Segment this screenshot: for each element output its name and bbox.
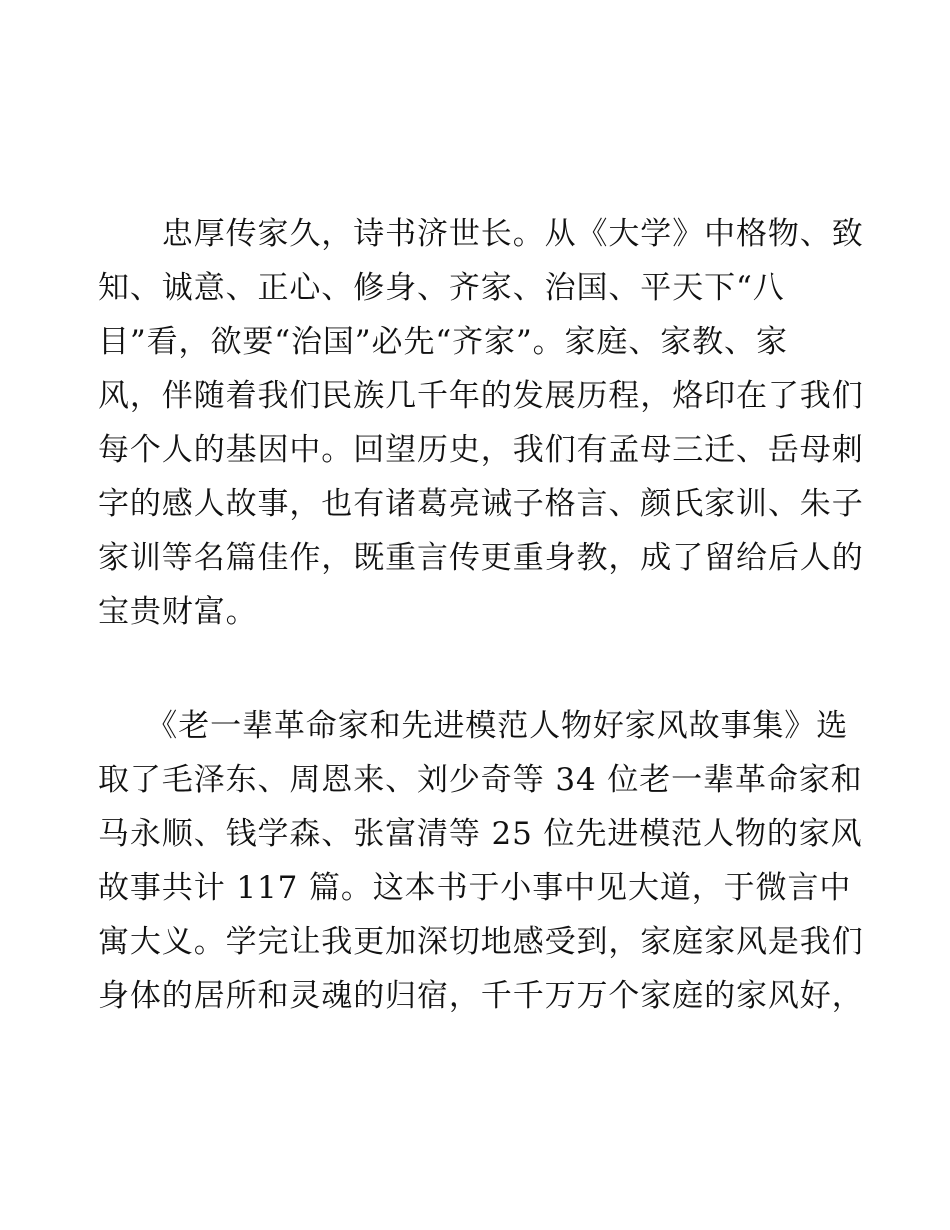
text-line: 目”看，欲要“治国”必先“齐家”。家庭、家教、家 [98,324,788,360]
text-line: 故事共计 117 篇。这本书于小事中见大道，于微言中 [98,870,852,906]
text-line: 字的感人故事，也有诸葛亮诫子格言、颜氏家训、朱子 [98,486,864,522]
text-line: 每个人的基因中。回望历史，我们有孟母三迁、岳母刺 [98,432,864,468]
text-line: 忠厚传家久，诗书济世长。从《大学》中格物、致 [98,216,864,252]
text-line: 取了毛泽东、周恩来、刘少奇等 34 位老一辈革命家和 [98,762,863,798]
text-line: 家训等名篇佳作，既重言传更重身教，成了留给后人的 [98,540,864,576]
text-line: 风，伴随着我们民族几千年的发展历程，烙印在了我们 [98,378,864,414]
text-line: 马永顺、钱学森、张富清等 25 位先进模范人物的家风 [98,816,863,852]
text-line: 知、诚意、正心、修身、齐家、治国、平天下“八 [98,270,785,306]
text-line: 身体的居所和灵魂的归宿，千千万万个家庭的家风好， [98,978,864,1014]
text-line: 《老一辈革命家和先进模范人物好家风故事集》选 [98,708,849,744]
text-line: 寓大义。学完让我更加深切地感受到，家庭家风是我们 [98,924,864,960]
text-line: 宝贵财富。 [98,594,258,630]
